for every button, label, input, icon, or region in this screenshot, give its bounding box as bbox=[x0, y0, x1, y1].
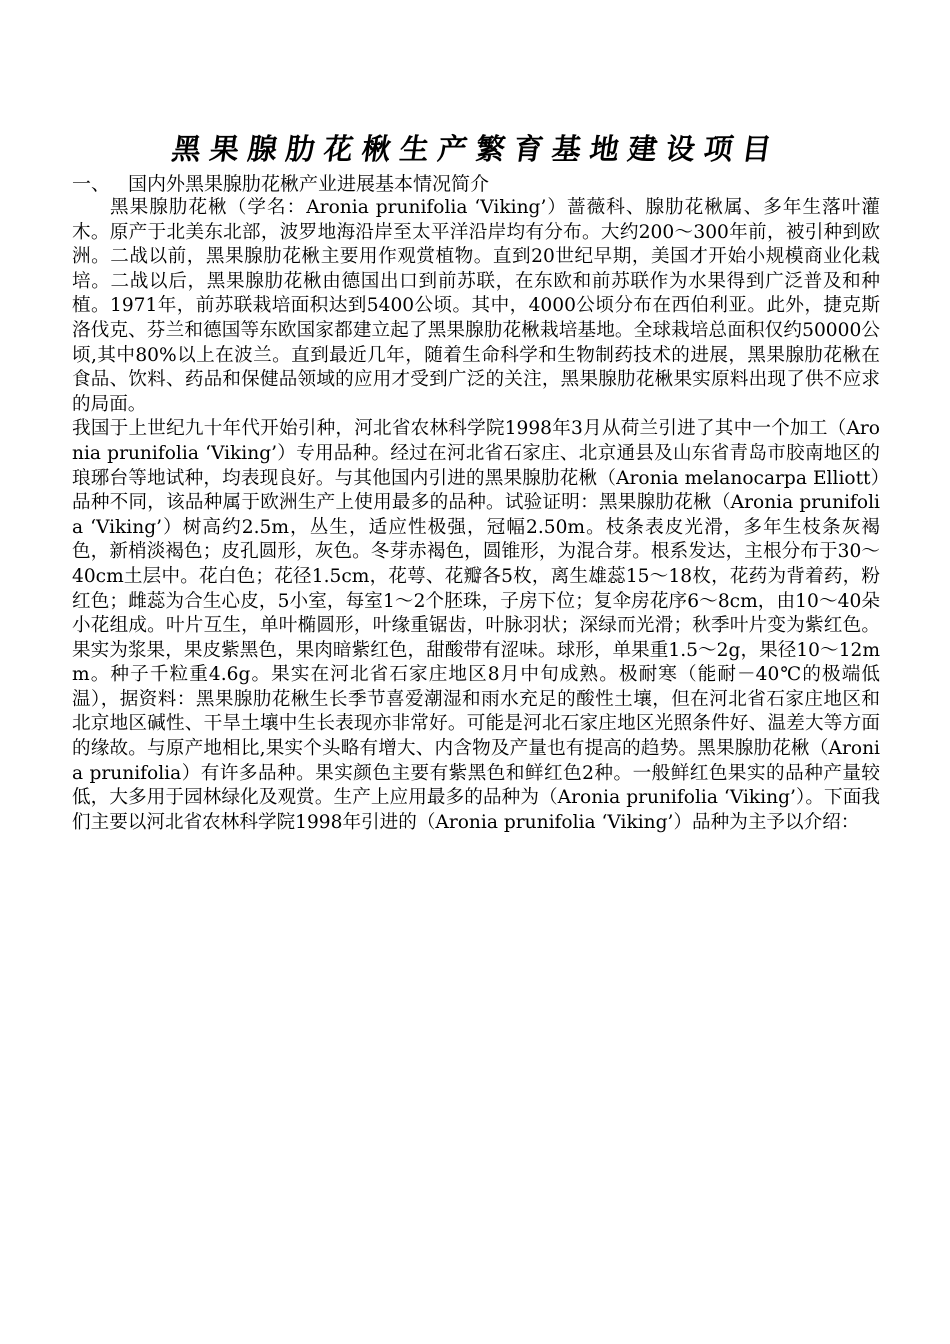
document-title: 黑果腺肋花楸生产繁育基地建设项目 bbox=[169, 132, 783, 166]
section-heading bbox=[72, 172, 880, 196]
document-page bbox=[72, 128, 880, 835]
section-number: 一、 bbox=[72, 173, 111, 195]
section-heading-text: 国内外黑果腺肋花楸产业进展基本情况简介 bbox=[128, 173, 490, 195]
body-paragraph-china: 我国于上世纪九十年代开始引种，河北省农林科学院1998年3月从荷兰引进了其中一个加工（Aronia prunifolia ‘Viking’）专用品种。经过在河北省石家庄、北京通县及山东省青岛市胶南地区的琅琊台等地试种，均表现良好。与其他国内引进的黑果腺肋花楸（Aronia melanocarpa Elliott）品种不同，该品种属于欧洲生产上使用最多的品种。试验证明：黑果腺肋花楸（Aronia prunifolia ‘Viking’）树高约2.5m，丛生，适应性极强，冠幅2.50m。枝条表皮光滑，多年生枝条灰褐色，新梢淡褐色；皮孔圆形，灰色。冬芽赤褐色，圆锥形，为混合芽。根系发达，主根分布于30～40cm土层中。花白色；花径1.5cm，花萼、花瓣各5枚，离生雄蕊15～18枚，花药为背着药，粉红色；雌蕊为合生心皮，5小室，每室1～2个胚珠，子房下位；复伞房花序6～8cm，由10～40朵小花组成。叶片互生，单叶椭圆形，叶缘重锯齿，叶脉羽状；深绿而光滑；秋季叶片变为紫红色。果实为浆果，果皮紫黑色，果肉暗紫红色，甜酸带有涩味。球形，单果重1.5～2g，果径10～12mm。种子千粒重4.6g。果实在河北省石家庄地区8月中旬成熟。极耐寒（能耐－40℃的极端低温），据资料：黑果腺肋花楸生长季节喜爱潮湿和雨水充足的酸性土壤，但在河北省石家庄地区和北京地区碱性、干旱土壤中生长表现亦非常好。可能是河北石家庄地区光照条件好、温差大等方面的缘故。与原产地相比,果实个头略有增大、内含物及产量也有提高的趋势。黑果腺肋花楸（Aronia prunifolia）有许多品种。果实颜色主要有紫黑色和鲜红色2种。一般鲜红色果实的品种产量较低，大多用于园林绿化及观赏。生产上应用最多的品种为（Aronia prunifolia ‘Viking’）。下面我们主要以河北省农林科学院1998年引进的（Aronia prunifolia ‘Viking’）品种为主予以介绍： bbox=[72, 418, 880, 833]
body-paragraph-intro: 黑果腺肋花楸（学名：Aronia prunifolia ‘Viking’）蔷薇科、腺肋花楸属、多年生落叶灌木。原产于北美东北部，波罗地海沿岸至太平洋沿岸均有分布。大约200～300年前，被引种到欧洲。二战以前，黑果腺肋花楸主要用作观赏植物。直到20世纪早期，美国才开始小规模商业化栽培。二战以后，黑果腺肋花楸由德国出口到前苏联，在东欧和前苏联作为水果得到广泛普及和种植。1971年，前苏联栽培面积达到5400公顷。其中，4000公顷分布在西伯利亚。此外，捷克斯洛伐克、芬兰和德国等东欧国家都建立起了黑果腺肋花楸栽培基地。全球栽培总面积仅约50000公顷,其中80%以上在波兰。直到最近几年，随着生命科学和生物制药技术的进展，黑果腺肋花楸在食品、饮料、药品和保健品领域的应用才受到广泛的关注，黑果腺肋花楸果实原料出现了供不应求的局面。 bbox=[72, 197, 880, 415]
